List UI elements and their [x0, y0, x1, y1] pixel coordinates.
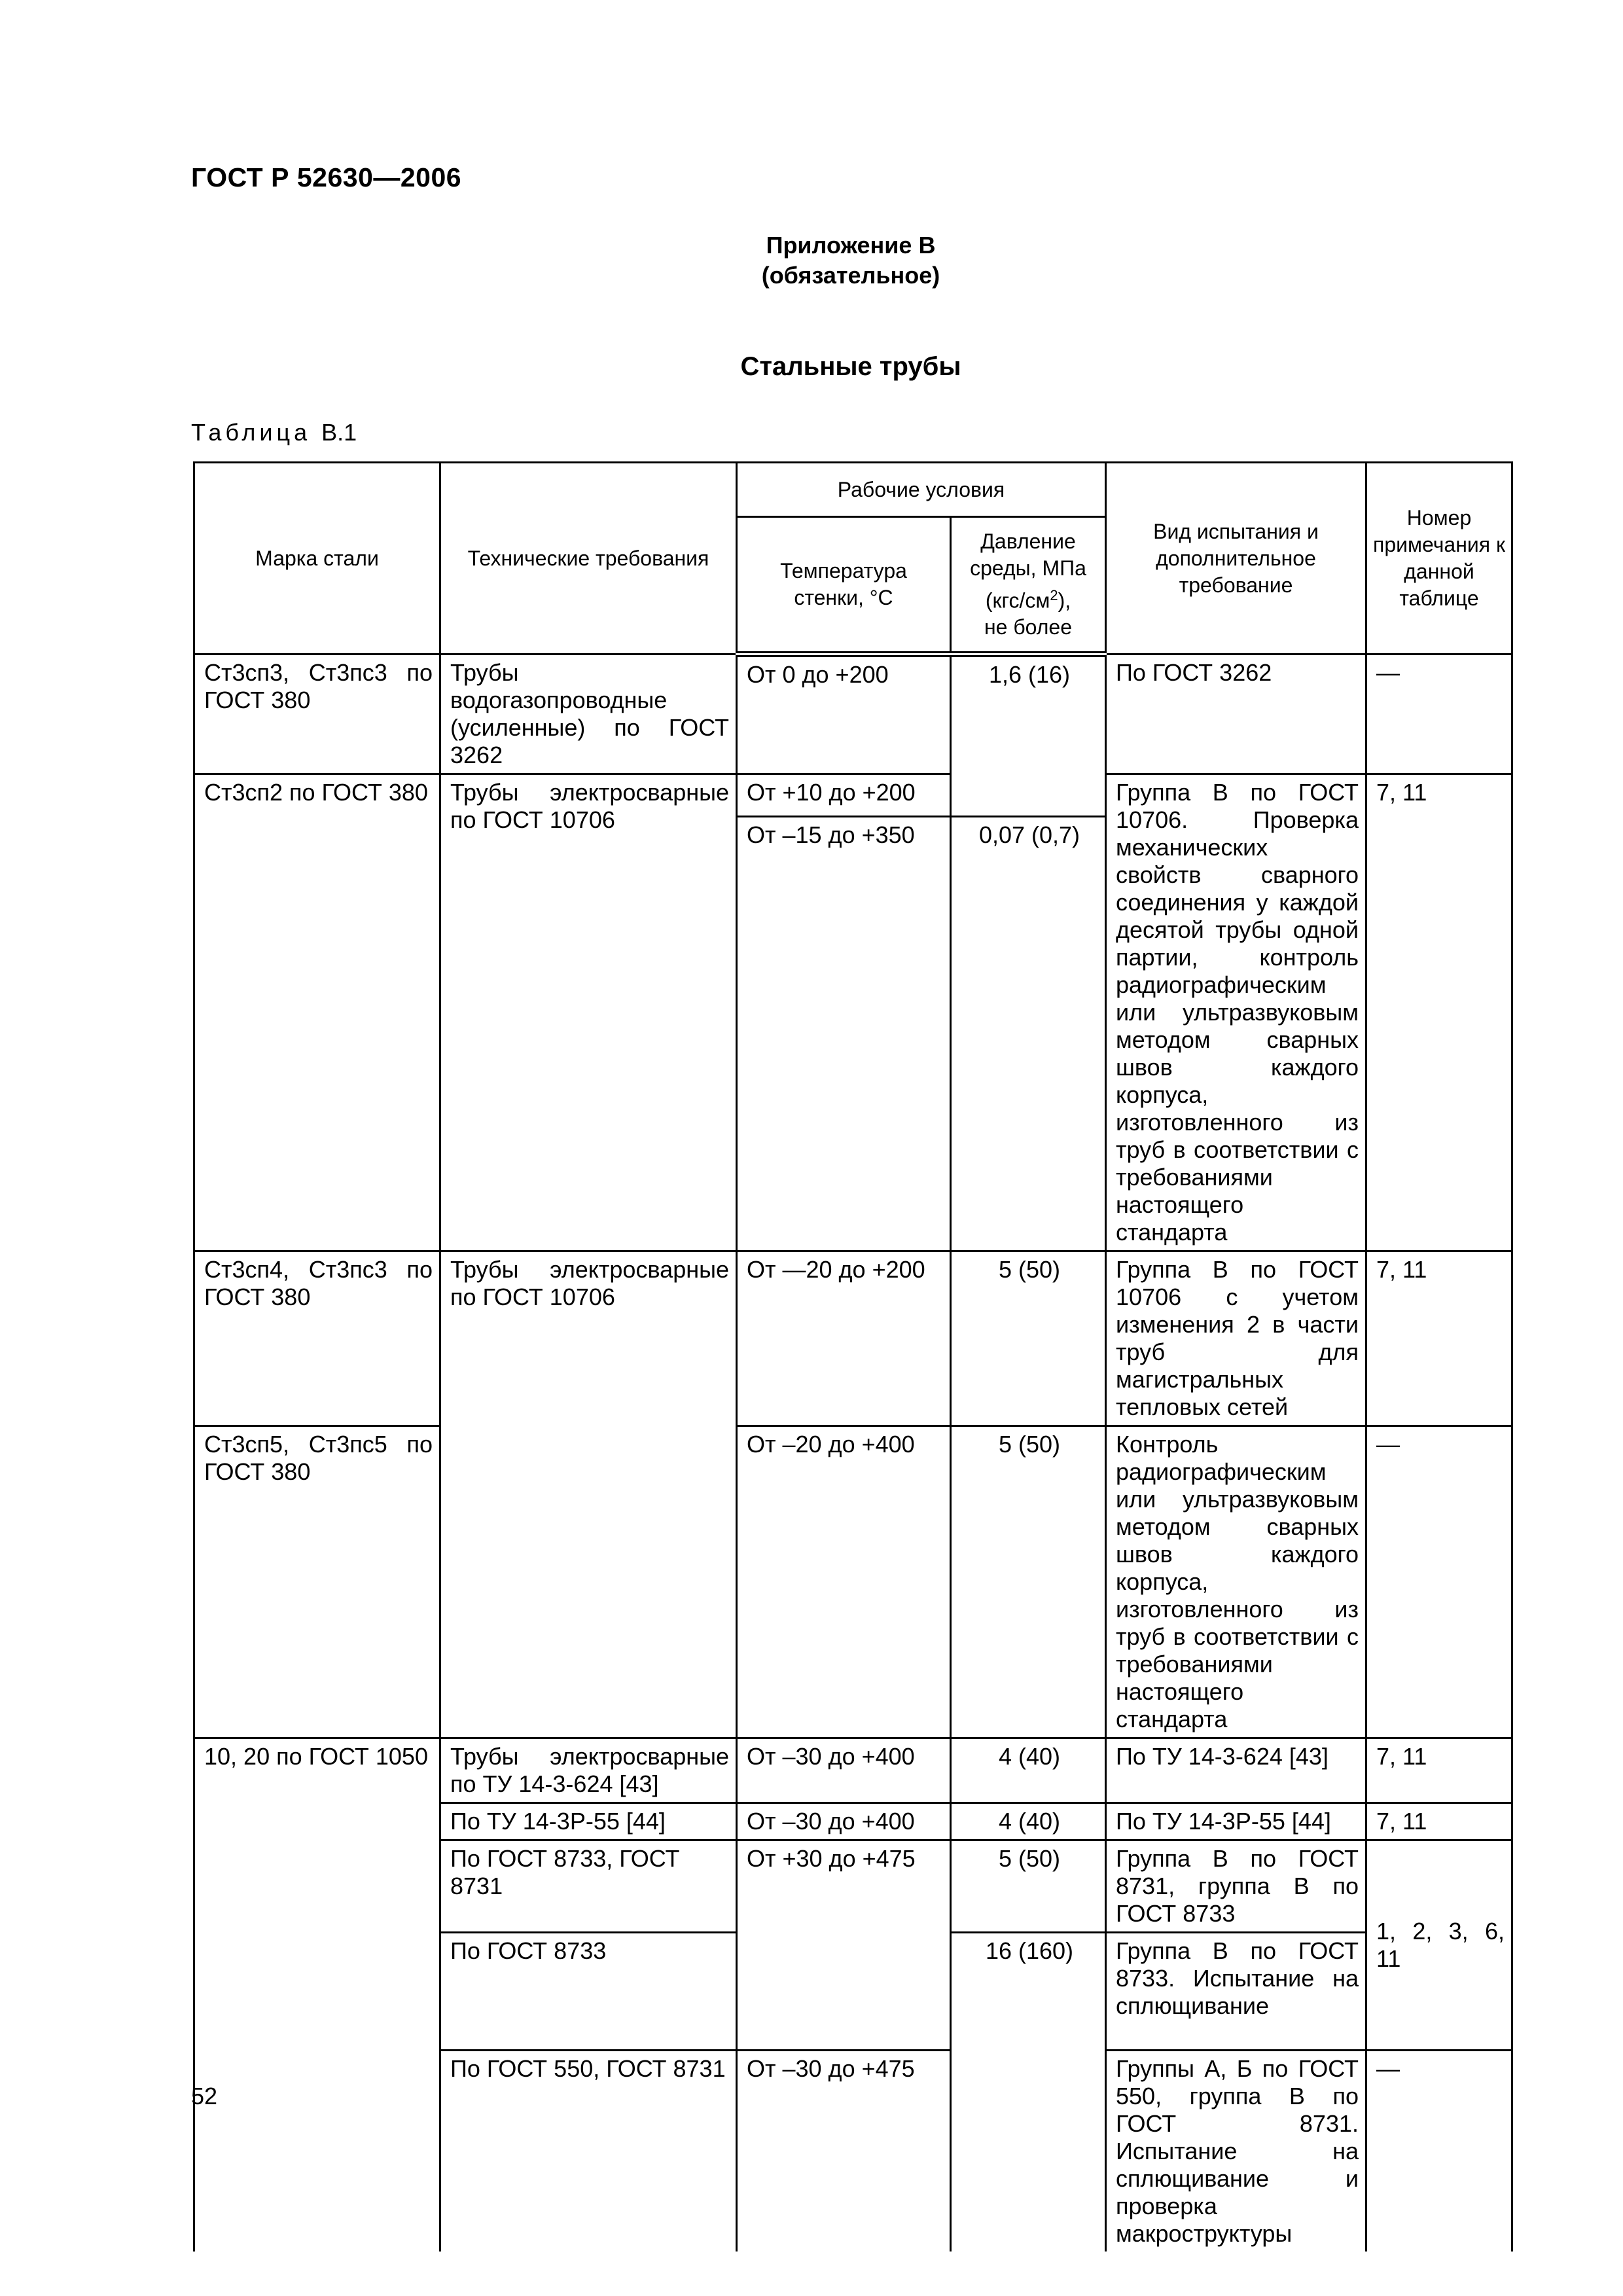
cell-note: 7, 11 [1366, 774, 1512, 1251]
cell-temperature: От –30 до +400 [737, 1738, 951, 1803]
cell-test: По ГОСТ 3262 [1106, 655, 1366, 774]
header-note-number: Номер примечания к данной таблице [1366, 463, 1512, 655]
cell-pressure: 16 (160) [951, 1933, 1106, 2252]
cell-requirements: Трубы электросварные по ГОСТ 10706 [440, 1251, 737, 1738]
appendix-title: Приложение В [766, 232, 936, 259]
cell-test: По ТУ 14-3-624 [43] [1106, 1738, 1366, 1803]
header-pressure-close: ), [1058, 588, 1071, 613]
header-pressure-line1: Давление среды, МПа [970, 529, 1086, 580]
cell-temperature: От +30 до +475 [737, 1840, 951, 2051]
table-label [191, 419, 357, 446]
section-title: Стальные трубы [740, 352, 961, 381]
cell-grade: Ст3сп5, Ст3пс5 по ГОСТ 380 [194, 1426, 440, 1738]
cell-test: Группа В по ГОСТ 8731, группа В по ГОСТ 8733 [1106, 1840, 1366, 1933]
table-row [194, 1251, 1512, 1426]
cell-pressure: 5 (50) [951, 1840, 1106, 1933]
cell-note: 7, 11 [1366, 1803, 1512, 1840]
cell-pressure: 4 (40) [951, 1738, 1106, 1803]
table-number: В.1 [321, 419, 357, 446]
header-pressure-unit: (кгс/см [985, 588, 1050, 613]
header-pressure-exp: 2 [1050, 586, 1058, 603]
cell-temperature: От –20 до +400 [737, 1426, 951, 1738]
cell-pressure: 5 (50) [951, 1426, 1106, 1738]
header-wall-temperature: Температура стенки, °С [737, 517, 951, 655]
cell-grade: Ст3сп2 по ГОСТ 380 [194, 774, 440, 1251]
header-pressure [951, 517, 1106, 655]
cell-requirements: По ТУ 14-3Р-55 [44] [440, 1803, 737, 1840]
header-working-conditions: Рабочие условия [737, 463, 1106, 517]
cell-requirements: Трубы водогазопроводные (усиленные) по ГОСТ 3262 [440, 655, 737, 774]
table-row [194, 655, 1512, 774]
cell-temperature: От –30 до +400 [737, 1803, 951, 1840]
table-label-word: Таблица [191, 419, 312, 446]
table-row [194, 1738, 1512, 1803]
cell-requirements: Трубы электросварные по ТУ 14-3-624 [43] [440, 1738, 737, 1803]
cell-temperature: От 0 до +200 [737, 655, 951, 774]
document-code: ГОСТ Р 52630—2006 [191, 162, 462, 192]
appendix-heading [654, 230, 1047, 291]
cell-temperature: От —20 до +200 [737, 1251, 951, 1426]
cell-note: 1, 2, 3, 6, 11 [1366, 1840, 1512, 2051]
cell-test: Группы А, Б по ГОСТ 550, группа В по ГОСТ 8731. Испытание на сплющивание и проверка макроструктуры [1106, 2051, 1366, 2252]
cell-test: Группа В по ГОСТ 8733. Испытание на сплющивание [1106, 1933, 1366, 2051]
table-row [194, 774, 1512, 817]
appendix-status: (обязательное) [761, 262, 940, 289]
header-steel-grade: Марка стали [194, 463, 440, 655]
steel-pipes-table [193, 461, 1513, 2251]
cell-test: Группа В по ГОСТ 10706 с учетом изменения 2 в части труб для магистральных тепловых сетей [1106, 1251, 1366, 1426]
cell-grade: Ст3сп3, Ст3пс3 по ГОСТ 380 [194, 655, 440, 774]
cell-pressure: 1,6 (16) [951, 655, 1106, 817]
cell-pressure: 0,07 (0,7) [951, 817, 1106, 1251]
cell-requirements: По ГОСТ 8733, ГОСТ 8731 [440, 1840, 737, 1933]
cell-grade: 10, 20 по ГОСТ 1050 [194, 1738, 440, 2252]
header-test-type: Вид испытания и дополнительное требование [1106, 463, 1366, 655]
cell-note: — [1366, 655, 1512, 774]
header-pressure-line3: не более [984, 615, 1073, 639]
cell-note: — [1366, 2051, 1512, 2252]
cell-note: 7, 11 [1366, 1251, 1512, 1426]
cell-note: — [1366, 1426, 1512, 1738]
cell-requirements: По ГОСТ 8733 [440, 1933, 737, 2051]
cell-test: По ТУ 14-3Р-55 [44] [1106, 1803, 1366, 1840]
cell-temperature: От +10 до +200 [737, 774, 951, 817]
cell-test: Группа В по ГОСТ 10706. Проверка механических свойств сварного соединения у каждой десятой трубы одной партии, контроль радиографическим или ультразвуковым методом сварных швов каждого корпуса, изготовленного из труб в соответствии с требованиями настоящего стандарта [1106, 774, 1366, 1251]
cell-grade: Ст3сп4, Ст3пс3 по ГОСТ 380 [194, 1251, 440, 1426]
cell-temperature: От –15 до +350 [737, 817, 951, 1251]
cell-requirements: Трубы электросварные по ГОСТ 10706 [440, 774, 737, 1251]
cell-requirements: По ГОСТ 550, ГОСТ 8731 [440, 2051, 737, 2252]
cell-pressure: 4 (40) [951, 1803, 1106, 1840]
cell-note: 7, 11 [1366, 1738, 1512, 1803]
cell-temperature: От –30 до +475 [737, 2051, 951, 2252]
cell-test: Контроль радиографическим или ультразвуковым методом сварных швов каждого корпуса, изготовленного из труб в соответствии с требованиями настоящего стандарта [1106, 1426, 1366, 1738]
table-row [194, 1426, 1512, 1738]
page-number: 52 [191, 2083, 218, 2109]
cell-pressure: 5 (50) [951, 1251, 1106, 1426]
header-tech-requirements: Технические требования [440, 463, 737, 655]
